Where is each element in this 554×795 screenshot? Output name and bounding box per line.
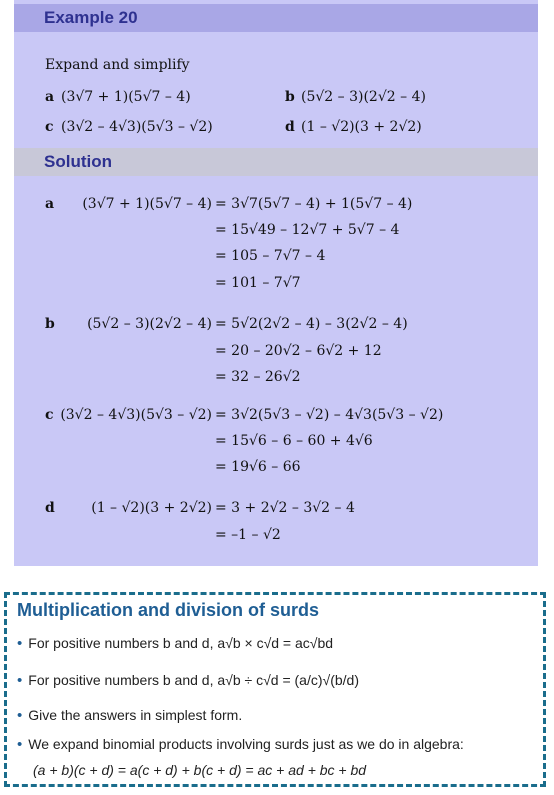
solution-step: = –1 – √2 [215, 527, 281, 543]
instruction-text: Expand and simplify [45, 57, 190, 73]
example-panel [14, 0, 538, 566]
solution-lhs: (3√2 – 4√3)(5√3 – √2) [60, 407, 212, 423]
rule-item: • Give the answers in simplest form. [17, 707, 243, 724]
solution-step: = 20 – 20√2 – 6√2 + 12 [215, 343, 382, 359]
key-point-title: Multiplication and division of surds [17, 600, 320, 620]
question-expression: (5√2 – 3)(2√2 – 4) [301, 89, 426, 105]
rule-item: • For positive numbers b and d, a√b × c√d = ac√bd [17, 635, 334, 652]
question-expression: (1 – √2)(3 + 2√2) [301, 119, 422, 135]
question-expression: (3√7 + 1)(5√7 – 4) [61, 89, 191, 105]
bullet-icon: • [17, 736, 23, 753]
solution-step: = 32 – 26√2 [215, 369, 301, 385]
bullet-icon: • [17, 672, 23, 689]
solution-letter: b [45, 316, 55, 332]
rule-item: • We expand binomial products involving surds just as we do in algebra: [17, 736, 464, 753]
solution-lhs: (1 – √2)(3 + 2√2) [91, 500, 212, 516]
solution-step: = 3 + 2√2 – 3√2 – 4 [215, 500, 355, 516]
solution-header [14, 148, 538, 176]
question-letter: c [45, 119, 54, 135]
solution-step: = 19√6 – 66 [215, 459, 301, 475]
key-point-box [4, 592, 546, 787]
solution-step: = 3√2(5√3 – √2) – 4√3(5√3 – √2) [215, 407, 444, 423]
solution-step: = 101 – 7√7 [215, 275, 301, 291]
solution-step: = 5√2(2√2 – 4) – 3(2√2 – 4) [215, 316, 408, 332]
example-title: Example 20 [44, 8, 138, 27]
question-expression: (3√2 – 4√3)(5√3 – √2) [61, 119, 213, 135]
bullet-icon: • [17, 707, 23, 724]
bullet-icon: • [17, 635, 23, 652]
solution-title: Solution [44, 152, 112, 171]
solution-step: = 3√7(5√7 – 4) + 1(5√7 – 4) [215, 196, 413, 212]
question-letter: b [285, 89, 295, 105]
solution-step: = 15√6 – 6 – 60 + 4√6 [215, 433, 373, 449]
algebra-formula: (a + b)(c + d) = a(c + d) + b(c + d) = ac + ad + bc + bd [33, 762, 367, 778]
question-letter: d [285, 119, 295, 135]
solution-lhs: (5√2 – 3)(2√2 – 4) [87, 316, 212, 332]
example-header [14, 4, 538, 32]
rule-item: • For positive numbers b and d, a√b ÷ c√d = (a/c)√(b/d) [17, 672, 359, 689]
solution-lhs: (3√7 + 1)(5√7 – 4) [82, 196, 212, 212]
solution-letter: d [45, 500, 55, 516]
solution-step: = 15√49 – 12√7 + 5√7 – 4 [215, 222, 400, 238]
solution-letter: c [45, 407, 54, 423]
question-letter: a [45, 89, 55, 105]
solution-step: = 105 – 7√7 – 4 [215, 248, 326, 264]
solution-letter: a [45, 196, 55, 212]
